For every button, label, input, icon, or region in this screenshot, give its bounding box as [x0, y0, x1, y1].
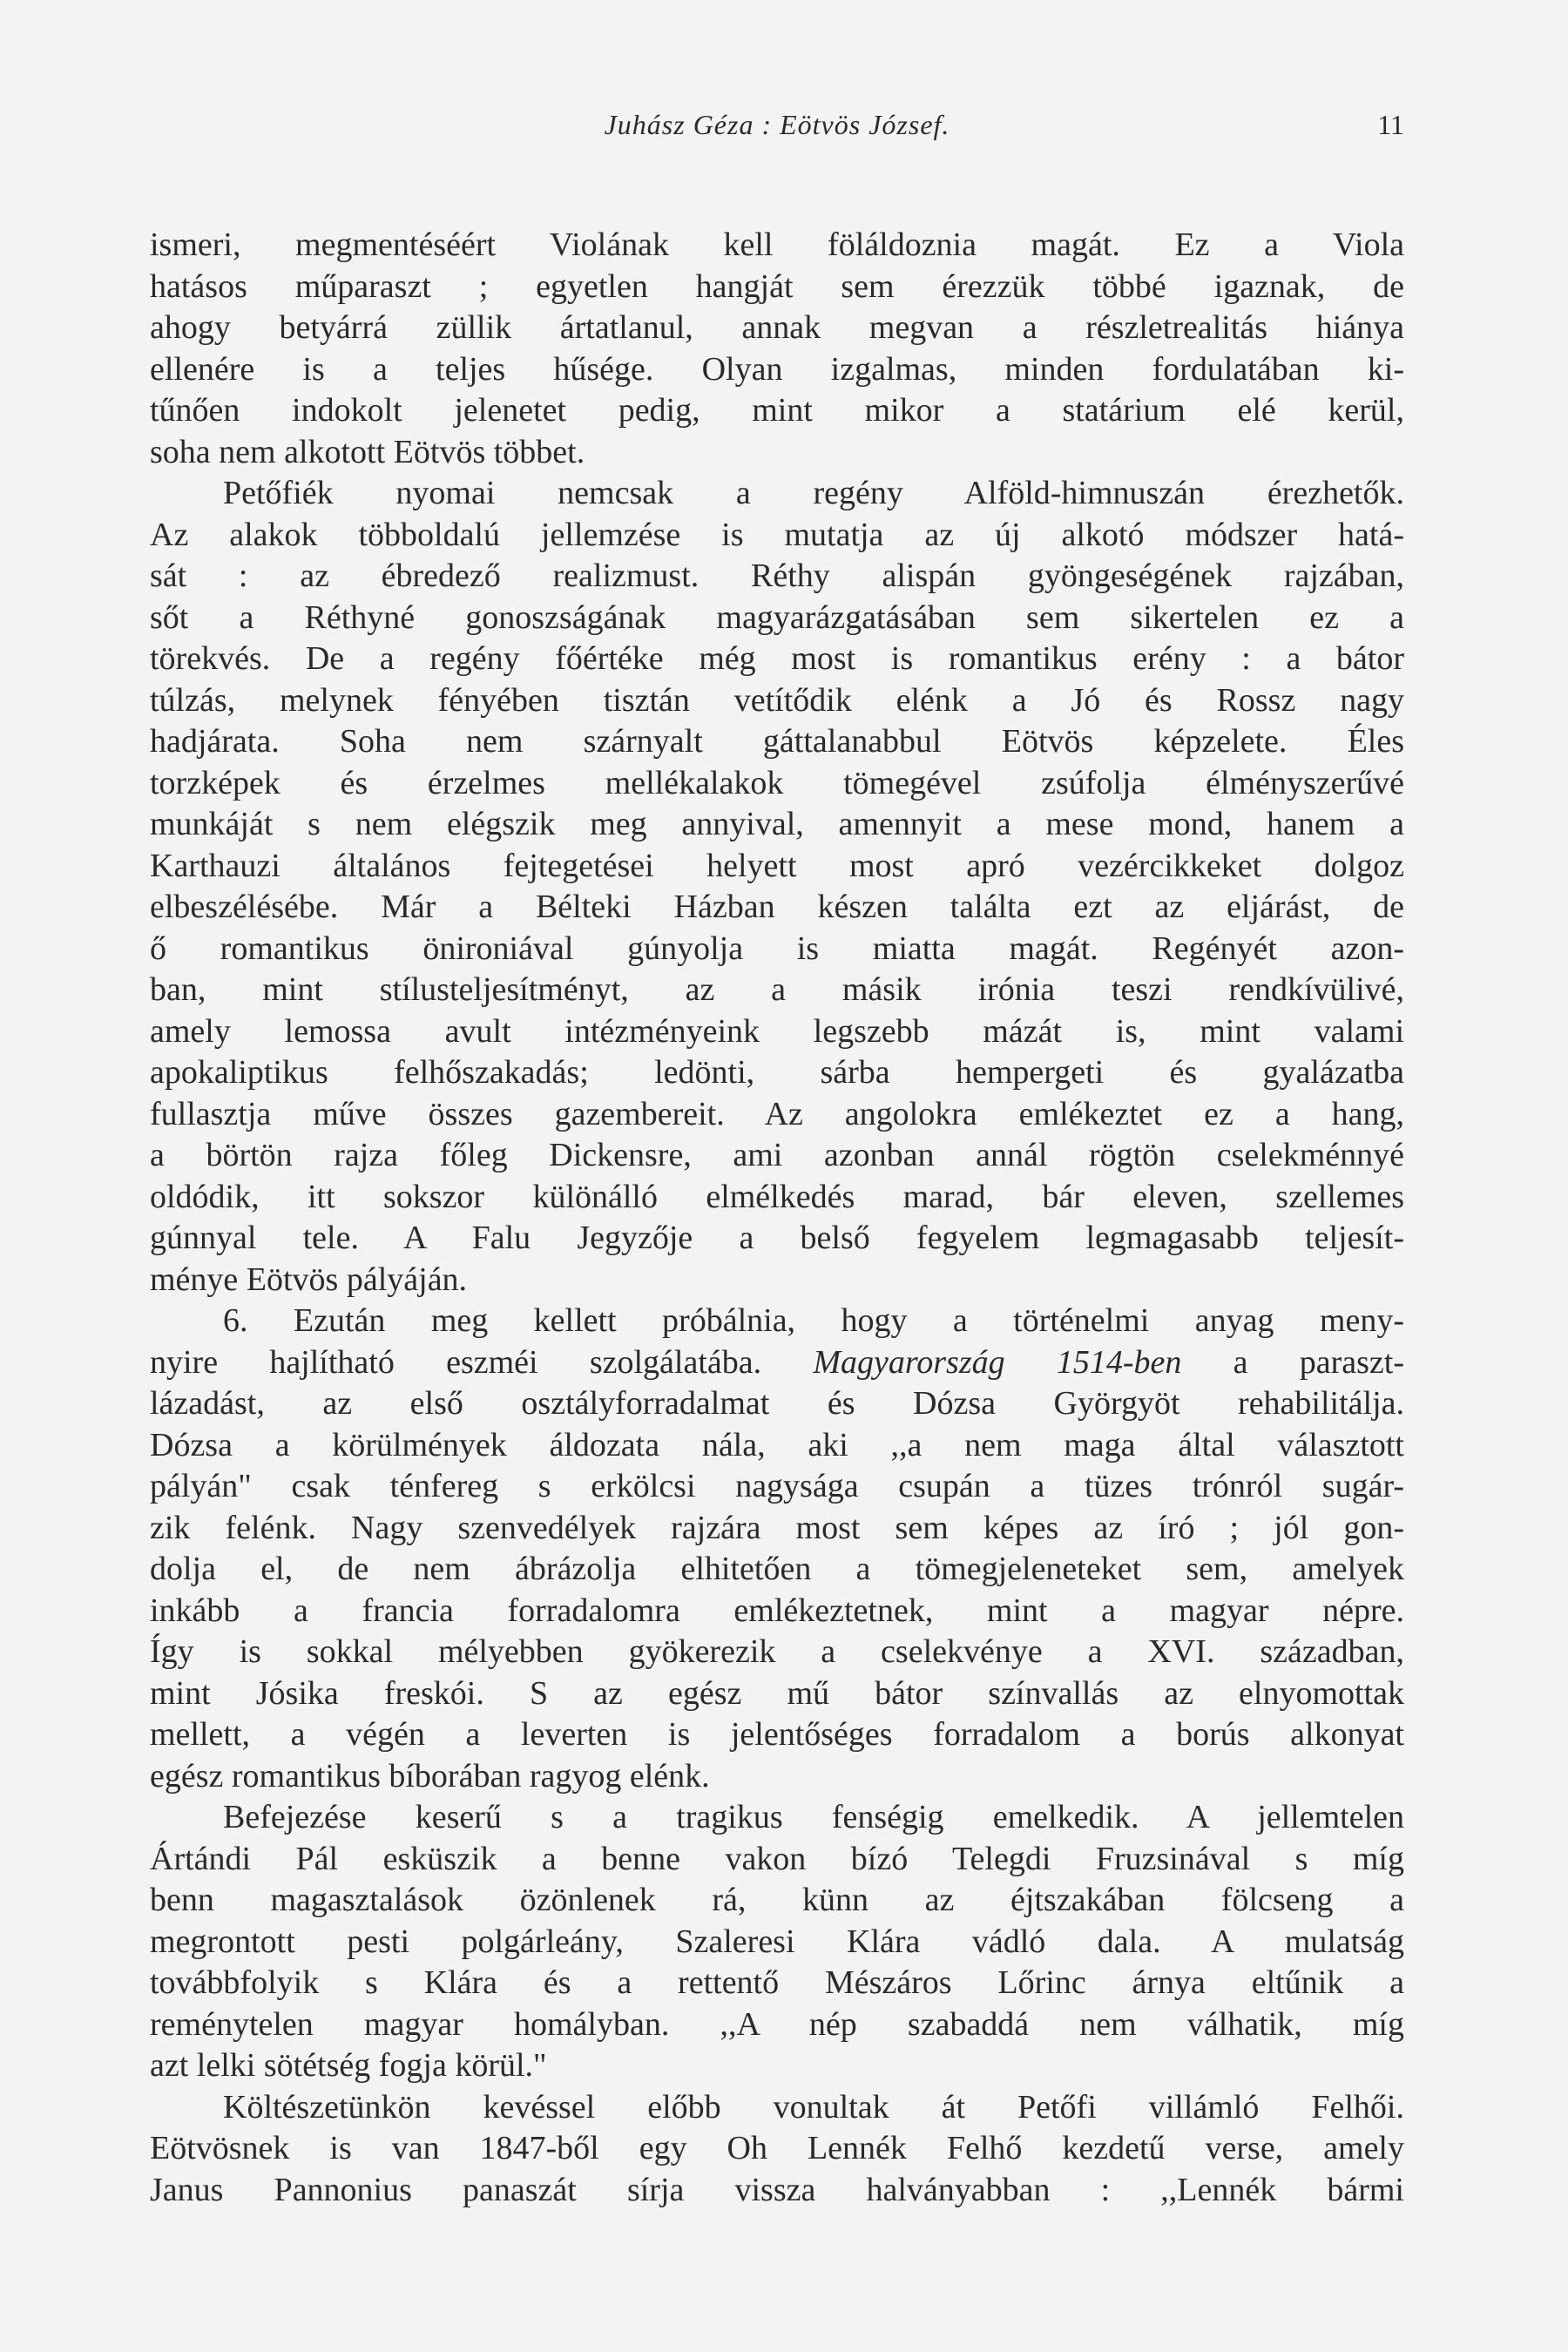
text-line: ban, mint stílusteljesítményt, az a másik irónia teszi rendkívülivé, [150, 971, 1404, 1008]
text-line: Költészetünkön kevéssel előbb vonultak át Petőfi villámló Felhői. [223, 2088, 1404, 2126]
paragraph-3 [150, 1301, 1404, 1797]
text-line: ellenére is a teljes hűsége. Olyan izgalmas, minden fordulatában ki- [150, 350, 1404, 388]
text-line: sőt a Réthyné gonoszságának magyarázgatásában sem sikertelen ez a [150, 598, 1404, 636]
text-line: gúnnyal tele. A Falu Jegyzője a belső fegyelem legmagasabb teljesít- [150, 1220, 1404, 1256]
text-line: ménye Eötvös pályáján. [150, 1260, 468, 1298]
text-line: reménytelen magyar homályban. ,,A nép szabaddá nem válhatik, míg [150, 2005, 1404, 2043]
text-line: továbbfolyik s Klára és a rettentő Mészáros Lőrinc árnya eltűnik a [150, 1964, 1404, 2001]
text-line: ő romantikus önironiával gúnyolja is miatta magát. Regényét azon- [150, 929, 1404, 967]
text-line: Befejezése keserű s a tragikus fenségig emelkedik. A jellemtelen [223, 1799, 1404, 1835]
body-text [150, 225, 1404, 2211]
text-line: benn magasztalások özönlenek rá, künn az éjtszakában fölcseng a [150, 1882, 1404, 1918]
text-line: Karthauzi általános fejtegetései helyett most apró vezércikkeket dolgoz [150, 847, 1404, 884]
text-line: egész romantikus bíborában ragyog elénk. [150, 1757, 710, 1794]
text-fragment: a paraszt- [1181, 1343, 1404, 1381]
text-line: Eötvösnek is van 1847-ből egy Oh Lennék Felhő kezdetű verse, amely [150, 2130, 1404, 2166]
paragraph-5 [150, 2087, 1404, 2212]
text-line: sát : az ébredező realizmust. Réthy alispán gyöngeségének rajzában, [150, 558, 1404, 594]
text-line: amely lemossa avult intézményeink legszebb mázát is, mint valami [150, 1012, 1404, 1050]
text-line: soha nem alkotott Eötvös többet. [150, 433, 585, 470]
paragraph-2 [150, 473, 1404, 1301]
text-line: Petőfiék nyomai nemcsak a regény Alföld-himnuszán érezhetők. [223, 475, 1404, 511]
text-line: Janus Pannonius panaszát sírja vissza halványabban : ,,Lennék bármi [150, 2171, 1404, 2208]
text-line: ahogy betyárrá züllik ártatlanul, annak megvan a részletrealitás hiánya [150, 309, 1404, 346]
text-line: zik felénk. Nagy szenvedélyek rajzára most sem képes az író ; jól gon- [150, 1509, 1404, 1546]
text-line: Dózsa a körülmények áldozata nála, aki ,,a nem maga által választott [150, 1426, 1404, 1463]
text-line: 6. Ezután meg kellett próbálnia, hogy a történelmi anyag meny- [223, 1302, 1404, 1339]
work-title: Magyarország 1514-ben [813, 1343, 1182, 1381]
text-line: Az alakok többoldalú jellemzése is mutatja az új alkotó módszer hatá- [150, 516, 1404, 553]
text-line-with-title [150, 1342, 1404, 1384]
text-line: elbeszélésébe. Már a Bélteki Házban készen találta ezt az eljárást, de [150, 889, 1404, 925]
text-line: hadjárata. Soha nem szárnyalt gáttalanabbul Eötvös képzelete. Éles [150, 723, 1404, 760]
text-line: apokaliptikus felhőszakadás; ledönti, sárba hempergeti és gyalázatba [150, 1054, 1404, 1091]
paragraph-4 [150, 1797, 1404, 2087]
text-line: lázadást, az első osztályforradalmat és Dózsa Györgyöt rehabilitálja. [150, 1385, 1404, 1422]
text-line: túlzás, melynek fényében tisztán vetítődik elénk a Jó és Rossz nagy [150, 681, 1404, 719]
text-line: munkáját s nem elégszik meg annyival, amennyit a mese mond, hanem a [150, 806, 1404, 842]
text-line: megrontott pesti polgárleány, Szaleresi Klára vádló dala. A mulatság [150, 1923, 1404, 1960]
text-line: pályán" csak ténfereg s erkölcsi nagysága csupán a tüzes trónról sugár- [150, 1468, 1404, 1504]
running-title: Juhász Géza : Eötvös József. [604, 109, 950, 140]
text-line: dolja el, de nem ábrázolja elhitetően a tömegjeleneteket sem, amelyek [150, 1551, 1404, 1587]
text-line: azt lelki sötétség fogja körül." [150, 2047, 547, 2084]
text-line: törekvés. De a regény főértéke még most is romantikus erény : a bátor [150, 640, 1404, 677]
text-line: mint Jósika freskói. S az egész mű bátor színvallás az elnyomottak [150, 1674, 1404, 1712]
text-line: torzképek és érzelmes mellékalakok tömegével zsúfolja élményszerűvé [150, 764, 1404, 801]
text-line: a börtön rajza főleg Dickensre, ami azonban annál rögtön cselekménnyé [150, 1137, 1404, 1173]
text-line: tűnően indokolt jelenetet pedig, mint mikor a statárium elé kerül, [150, 392, 1404, 429]
text-line: ismeri, megmentéséért Violának kell föláldoznia magát. Ez a Viola [150, 226, 1404, 263]
text-line: Ártándi Pál esküszik a benne vakon bízó Telegdi Fruzsinával s míg [150, 1840, 1404, 1877]
page-number: 11 [1377, 109, 1404, 140]
text-line: fullasztja műve összes gazembereit. Az angolokra emlékeztet ez a hang, [150, 1095, 1404, 1132]
paragraph-1 [150, 225, 1404, 473]
text-line: Így is sokkal mélyebben gyökerezik a cselekvénye a XVI. században, [150, 1633, 1404, 1670]
running-head [150, 103, 1404, 146]
text-line: mellett, a végén a leverten is jelentőséges forradalom a borús alkonyat [150, 1716, 1404, 1753]
text-line: inkább a francia forradalomra emlékeztetnek, mint a magyar népre. [150, 1592, 1404, 1629]
text-line: hatásos műparaszt ; egyetlen hangját sem érezzük többé igaznak, de [150, 267, 1404, 305]
text-fragment: nyire hajlítható eszméi szolgálatába. [150, 1343, 762, 1381]
text-line: oldódik, itt sokszor különálló elmélkedés marad, bár eleven, szellemes [150, 1178, 1404, 1215]
